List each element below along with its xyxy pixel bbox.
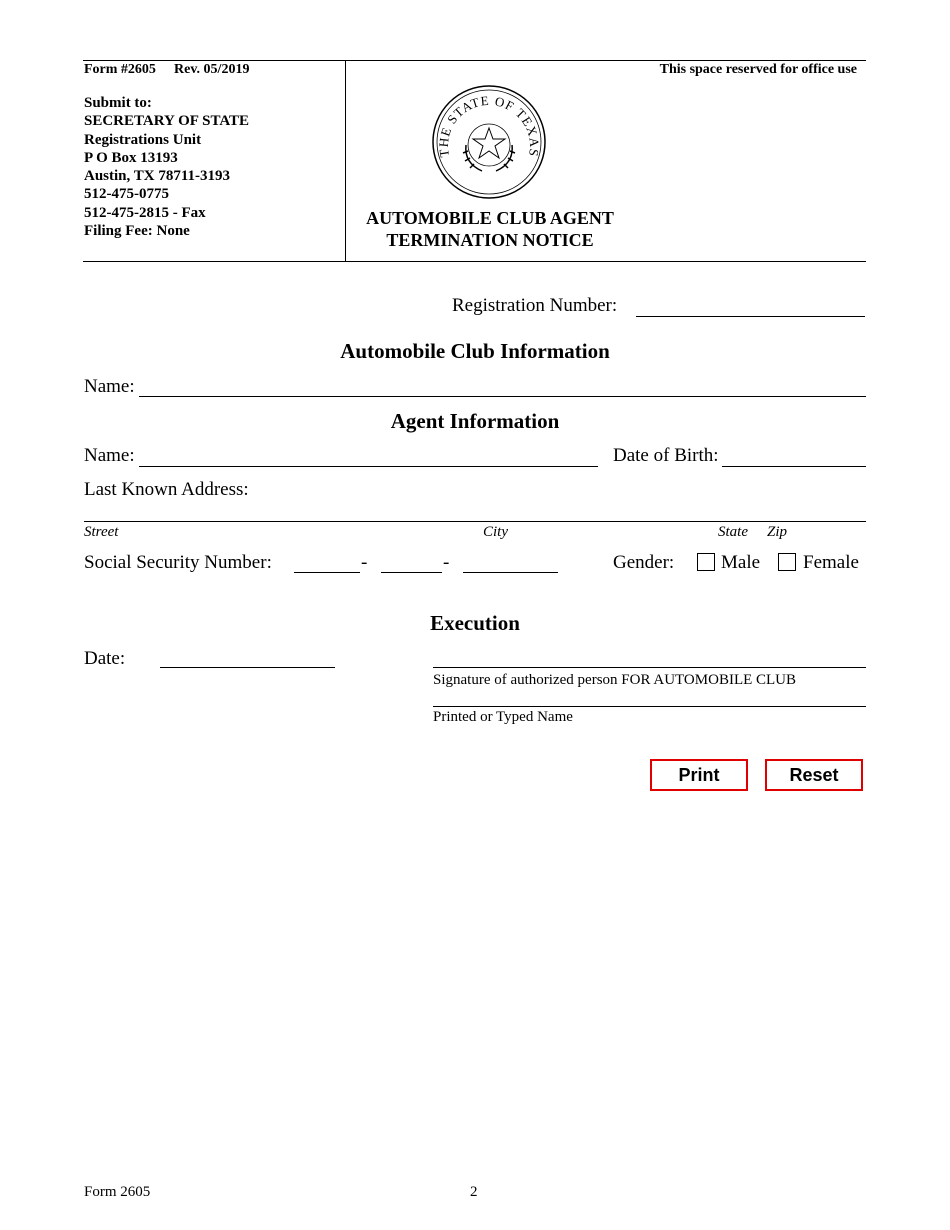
submit-to-line: Registrations Unit [84, 131, 202, 148]
dob-field[interactable] [722, 466, 866, 467]
date-field[interactable] [160, 667, 335, 668]
title-line-2: TERMINATION NOTICE [386, 230, 594, 250]
title-line-1: AUTOMOBILE CLUB AGENT [366, 208, 614, 228]
texas-seal-icon [430, 83, 548, 201]
footer-form-label: Form 2605 [84, 1184, 151, 1200]
date-label: Date: [84, 648, 126, 669]
last-known-address-label: Last Known Address: [84, 479, 249, 500]
printed-name-field[interactable] [433, 706, 866, 707]
female-checkbox[interactable] [778, 553, 796, 571]
city-caption: City [483, 524, 508, 540]
male-checkbox[interactable] [697, 553, 715, 571]
form-number: Form #2605 [84, 62, 156, 77]
form-revision: Rev. 05/2019 [174, 62, 250, 77]
ssn-label: Social Security Number: [84, 552, 272, 573]
ssn-part-1-field[interactable] [294, 572, 360, 573]
zip-caption: Zip [767, 524, 788, 540]
gender-label: Gender: [613, 552, 675, 573]
street-caption: Street [84, 524, 119, 540]
club-name-field[interactable] [139, 396, 866, 397]
signature-field[interactable] [433, 667, 866, 668]
submit-to-line: P O Box 13193 [84, 149, 178, 166]
club-info-heading: Automobile Club Information [340, 339, 610, 363]
ssn-dash: - [361, 552, 368, 573]
submit-to-line: SECRETARY OF STATE [84, 113, 250, 130]
submit-to-line: Filing Fee: None [84, 223, 190, 240]
printed-name-caption: Printed or Typed Name [433, 709, 573, 725]
club-name-label: Name: [84, 376, 135, 397]
agent-name-label: Name: [84, 445, 135, 466]
registration-number-field[interactable] [636, 316, 865, 317]
ssn-part-3-field[interactable] [463, 572, 558, 573]
registration-number-label: Registration Number: [452, 295, 618, 316]
address-field[interactable] [84, 521, 866, 522]
print-button[interactable]: Print [650, 759, 748, 791]
male-label: Male [721, 552, 761, 573]
seal-text: THE STATE OF TEXAS [435, 92, 543, 159]
reset-button[interactable]: Reset [765, 759, 863, 791]
page-number: 2 [470, 1184, 478, 1200]
agent-name-field[interactable] [139, 466, 598, 467]
signature-caption: Signature of authorized person FOR AUTOMOBILE CLUB [433, 672, 797, 688]
female-label: Female [803, 552, 859, 573]
header-top-rule [83, 60, 866, 61]
submit-to-line: 512-475-0775 [84, 186, 169, 203]
svg-text:THE STATE OF TEXAS [436, 93, 542, 158]
execution-heading: Execution [430, 611, 520, 635]
submit-to-line: 512-475-2815 - Fax [84, 204, 206, 221]
agent-info-heading: Agent Information [390, 409, 560, 433]
submit-to-block [84, 94, 249, 240]
submit-to-line: Submit to: [84, 95, 152, 111]
submit-to-line: Austin, TX 78711-3193 [84, 168, 231, 185]
state-caption: State [718, 524, 748, 540]
header-bottom-rule [83, 261, 866, 262]
page-title [345, 207, 635, 251]
ssn-part-2-field[interactable] [381, 572, 442, 573]
ssn-dash: - [443, 552, 450, 573]
office-use-note: This space reserved for office use [659, 62, 857, 77]
dob-label: Date of Birth: [613, 445, 719, 466]
